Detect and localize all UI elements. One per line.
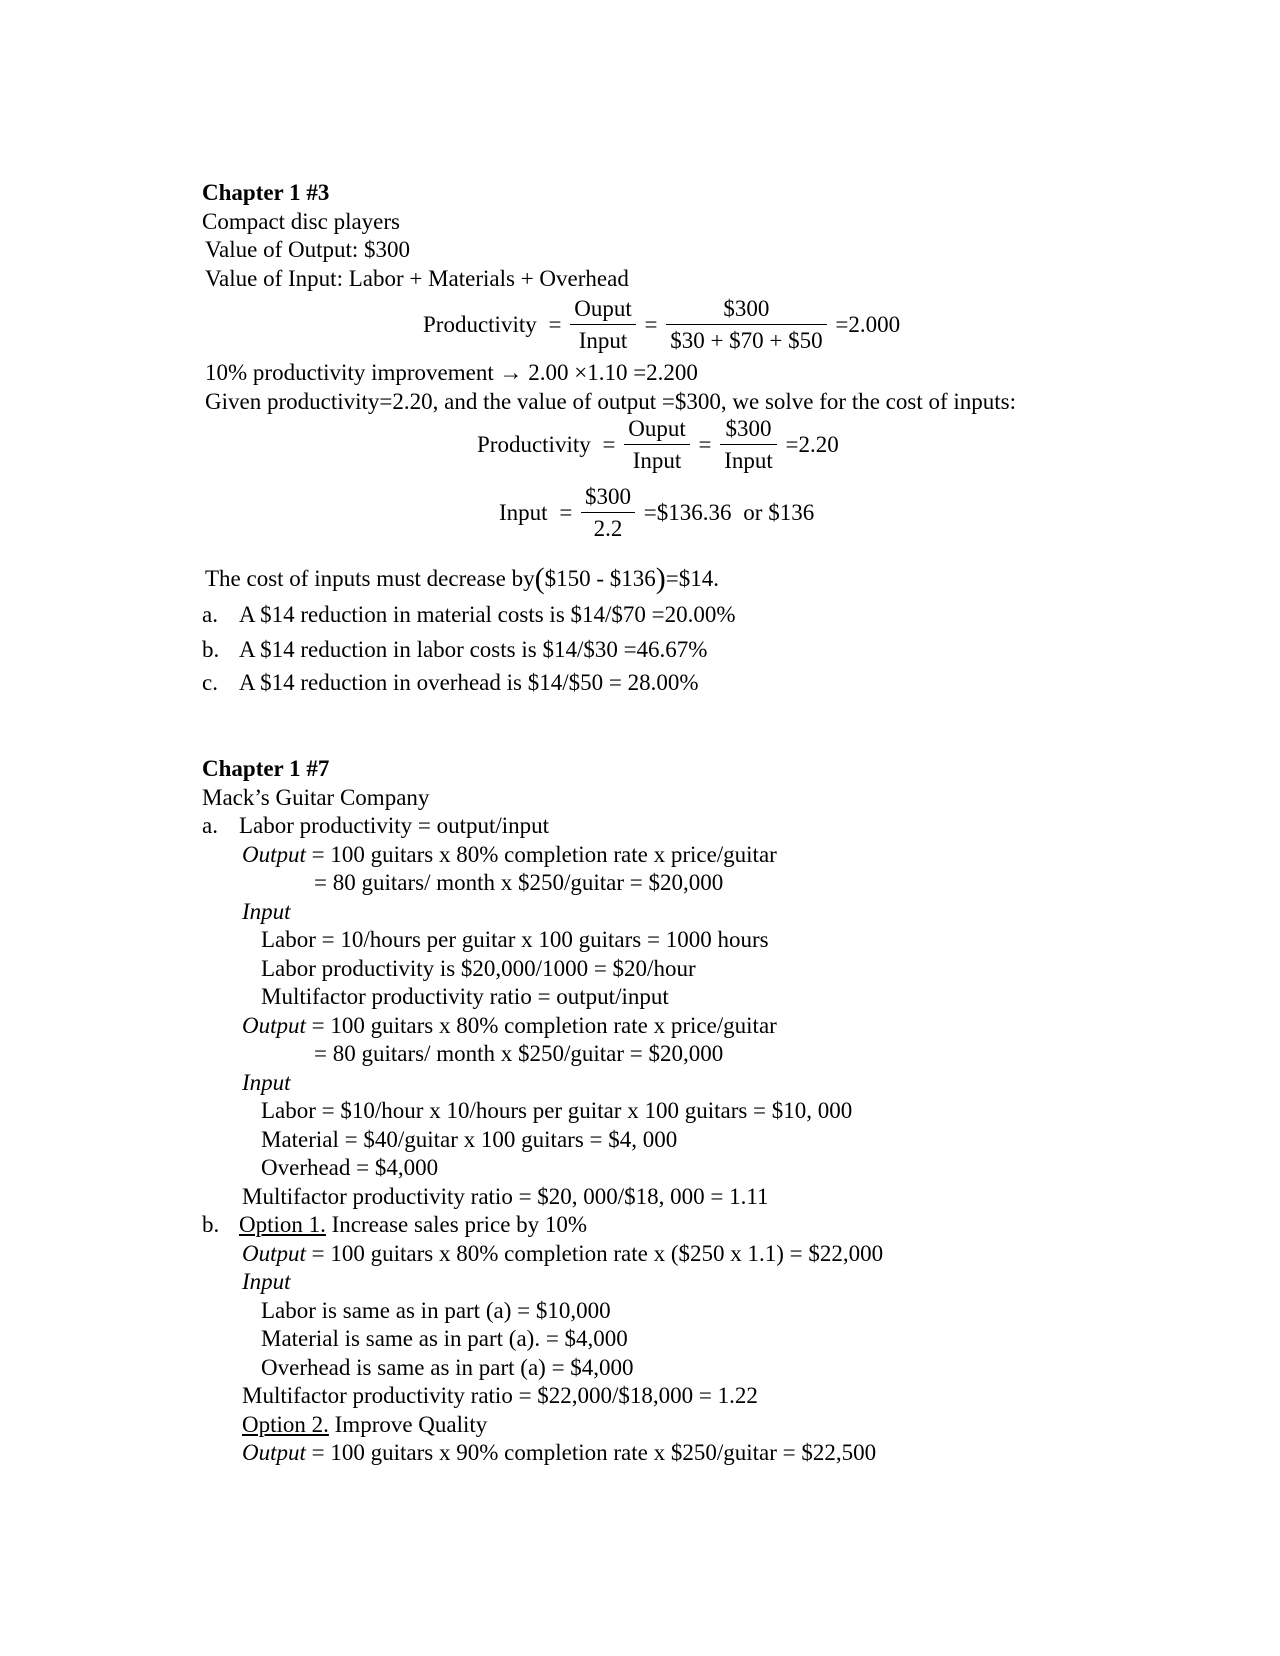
list-item-b-text: A $14 reduction in labor costs is [239,637,537,662]
eq1-equals-2: = [644,312,658,338]
decrease-period: . [713,566,719,591]
eq3-fraction [581,482,635,545]
eq2-fraction-2 [720,414,777,477]
option-2-line [202,1411,1102,1440]
decrease-text: The cost of inputs must decrease by [205,566,535,591]
output-word-4: Output [242,1440,306,1465]
output-line-2-cont: = 80 guitars/ month x $250/guitar = $20,000 [314,1041,724,1066]
decrease-close-paren: ) [655,562,666,595]
list-item-b-calc: $14/$30 =46.67% [542,637,708,662]
eq2-fraction-1 [624,414,690,477]
output-word-2: Output [242,1012,306,1038]
eq2-frac1-denominator: Input [632,448,682,473]
option-1-text: Increase sales price by 10% [325,1212,588,1237]
part-a-label: a. [202,813,218,838]
overhead-line-2: Overhead = $4,000 [261,1155,439,1180]
chapter-3-title: Chapter 1 #3 [202,180,330,205]
eq1-fraction-1 [570,294,636,357]
multifactor-line-2: Multifactor productivity ratio = $20, 000/$18, 000 = 1.11 [242,1183,769,1209]
output-line-3 [202,1240,1102,1269]
list-item-a-calc: $14/$70 =20.00% [570,602,736,627]
list-item-b-label: b. [202,637,220,662]
part-a-line [202,812,1102,841]
option-1-label: Option 1. [239,1212,326,1237]
material-line-3: Material is same as in part (a). = $4,000 [261,1326,628,1351]
improvement-text: 10% productivity improvement [205,360,494,385]
overhead-line-3: Overhead is same as in part (a) = $4,000 [261,1354,634,1380]
output-line-2 [202,1012,1102,1041]
eq2-frac2-denominator: Input [724,448,773,473]
input-value-line: Value of Input: Labor + Materials + Overhead [205,265,629,291]
eq1-frac1-numerator: Ouput [570,294,636,325]
chapter-3-section [202,179,1102,293]
output-2-rest: = 100 guitars x 80% completion rate x price/guitar [305,1012,777,1038]
eq3-numerator: $300 [581,482,635,513]
output-3-rest: = 100 guitars x 80% completion rate x ($250 x 1.1) = $22,000 [305,1240,884,1266]
eq2-result: =2.20 [785,432,839,458]
right-arrow-icon: → [499,360,523,385]
chapter-7-section [202,755,1102,1468]
output-1-rest: = 100 guitars x 80% completion rate x price/guitar [305,841,777,867]
decrease-line [205,562,719,595]
eq3-denominator: 2.2 [593,516,623,541]
multifactor-definition-line: Multifactor productivity ratio = output/input [261,984,669,1009]
list-item-b [202,636,707,665]
output-line-1-cont: = 80 guitars/ month x $250/guitar = $20,000 [314,870,724,895]
improvement-calc: 2.00 ×1.10 =2.200 [528,360,698,385]
chapter-3-subtitle: Compact disc players [202,208,401,234]
part-a-text: Labor productivity = output/input [239,813,550,838]
option-2-label: Option 2. [242,1411,329,1437]
chapter-7-title: Chapter 1 #7 [202,756,330,781]
list-item-a [202,601,736,630]
input-heading-3: Input [242,1269,291,1294]
labor-line-2: Labor = $10/hour x 10/hours per guitar x 100 guitars = $10, 000 [261,1098,853,1123]
output-line-1 [202,841,1102,870]
list-item-c [202,669,698,698]
labor-productivity-line: Labor productivity is $20,000/1000 = $20/hour [261,955,696,981]
output-word-3: Output [242,1240,306,1266]
decrease-open-paren: ( [534,562,545,595]
eq2-equals-2: = [698,432,712,458]
output-4-rest: = 100 guitars x 90% completion rate x $250/guitar = $22,500 [305,1440,877,1465]
list-item-a-text: A $14 reduction in material costs is [239,602,565,627]
output-value-line: Value of Output: $300 [205,237,411,262]
eq2-frac2-numerator: $300 [720,414,777,445]
eq1-result: =2.000 [835,312,901,338]
eq2-equals: = [602,432,616,458]
given-line: Given productivity=2.20, and the value of output =$300, we solve for the cost of inputs: [205,388,1016,414]
option-2-text: Improve Quality [328,1411,488,1437]
decrease-inner: $150 - $136 [544,566,656,591]
chapter-7-subtitle: Mack’s Guitar Company [202,784,430,810]
input-equation [496,482,817,545]
eq1-frac1-denominator: Input [578,328,628,353]
eq1-lhs: Productivity [423,312,537,338]
eq3-or-text: or $136 [743,500,815,526]
input-heading-1: Input [242,898,291,924]
list-item-c-text: A $14 reduction in overhead is $14/$50 = 28.00% [239,670,699,695]
labor-line-3: Labor is same as in part (a) = $10,000 [261,1297,611,1323]
list-item-a-label: a. [202,602,218,627]
part-b-label: b. [202,1212,220,1237]
eq2-frac1-numerator: Ouput [624,414,690,445]
input-heading-2: Input [242,1069,291,1095]
part-b-line [202,1211,1102,1240]
output-line-4 [202,1439,1102,1468]
output-word-1: Output [242,841,306,867]
eq3-result: =$136.36 [643,500,732,526]
eq3-equals: = [559,500,573,526]
list-item-c-label: c. [202,670,218,695]
decrease-result: =$14 [665,566,714,591]
eq2-lhs: Productivity [477,432,591,458]
productivity-equation-1 [420,294,903,357]
eq1-frac2-denominator: $30 + $70 + $50 [670,328,823,353]
multifactor-line-3: Multifactor productivity ratio = $22,000/$18,000 = 1.22 [242,1383,758,1408]
eq1-frac2-numerator: $300 [666,294,826,325]
eq3-lhs: Input [499,500,548,526]
improvement-line [202,359,1102,388]
material-line-2: Material = $40/guitar x 100 guitars = $4, 000 [261,1126,678,1152]
improvement-block [202,359,1102,416]
eq1-fraction-2 [666,294,826,357]
productivity-equation-2 [474,414,842,477]
eq1-equals: = [548,312,562,338]
labor-line-1: Labor = 10/hours per guitar x 100 guitars = 1000 hours [261,927,769,952]
